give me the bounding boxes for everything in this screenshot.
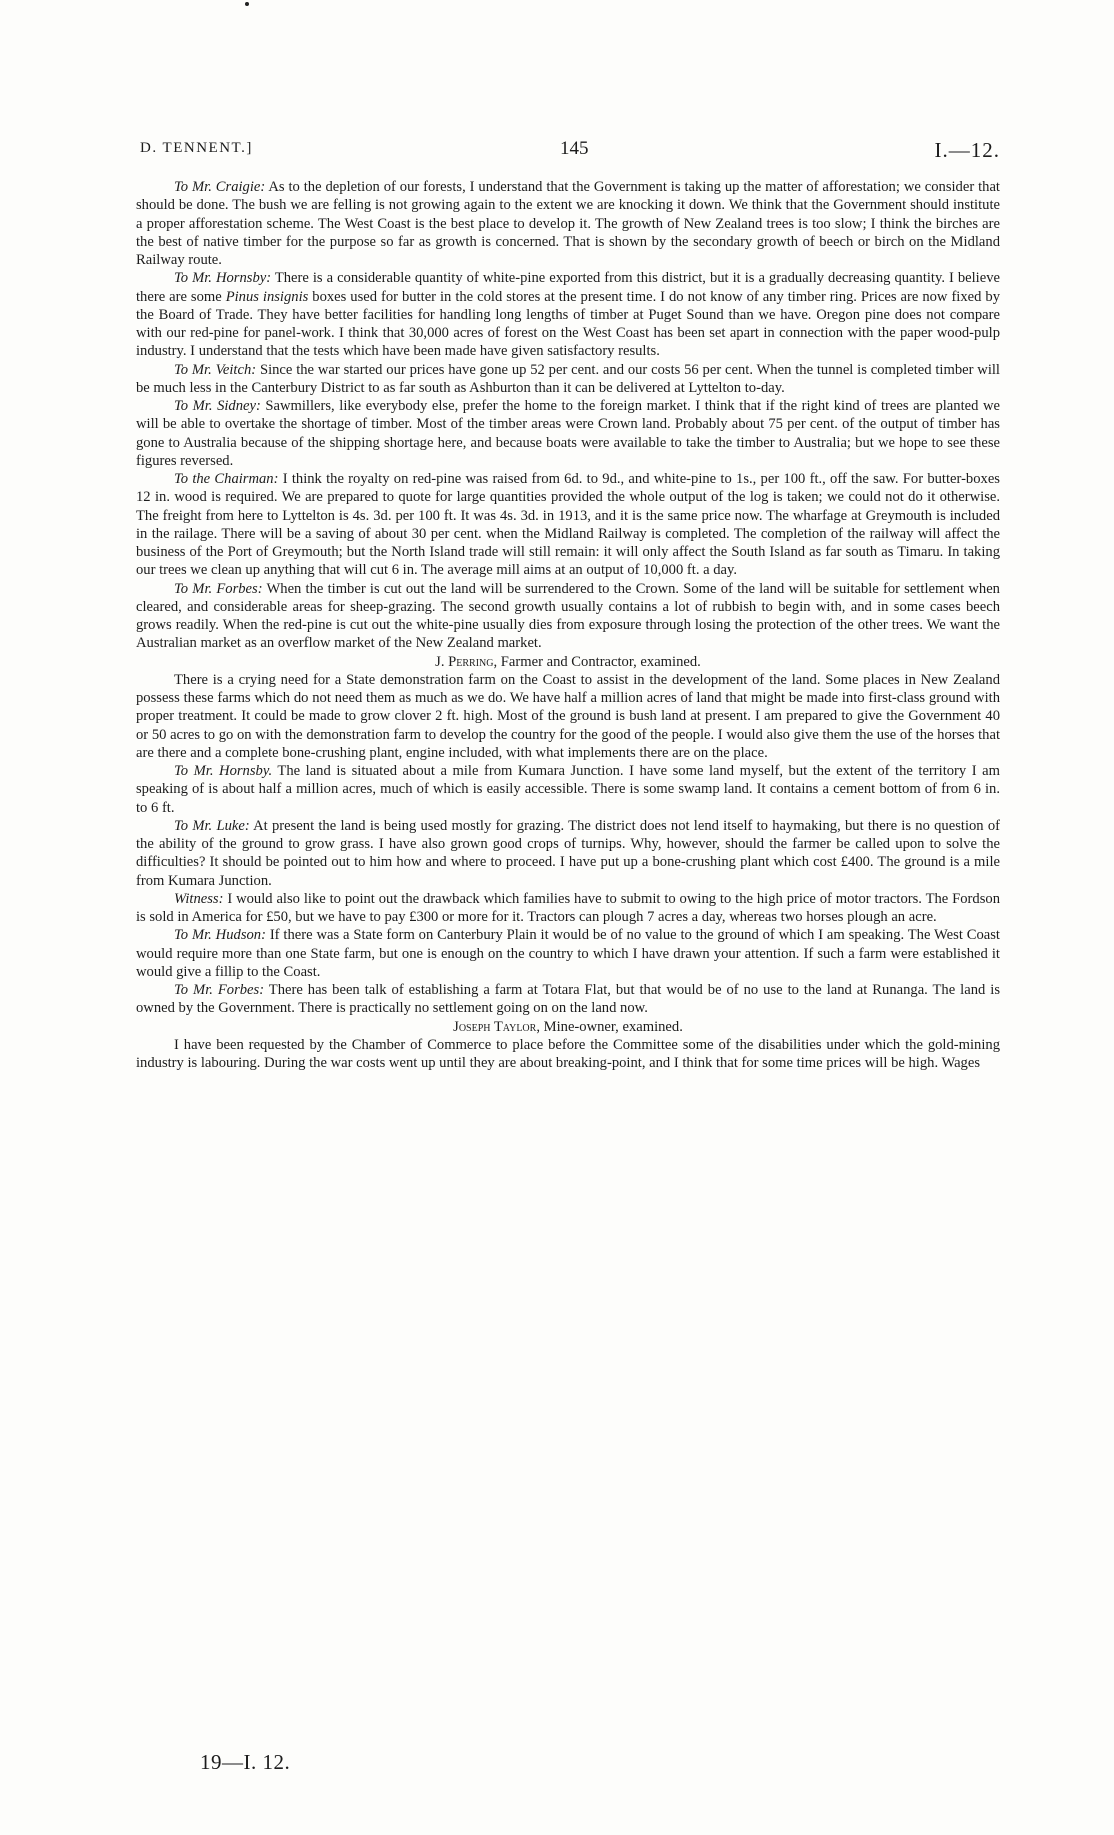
paragraph-text: There has been talk of establishing a farm at Totara Flat, but that would be of no use to the land at Runanga. The land is owned by the Government. There is practically no settlement going on on the land now. [136, 982, 1000, 1017]
paragraph-to-mr-hornsby [136, 269, 1000, 360]
paragraph-to-the-chairman [136, 470, 1000, 580]
signature-mark: 19—I. 12. [200, 1750, 291, 1774]
paragraph-text: Since the war started our prices have gone up 52 per cent. and our costs 56 per cent. When the tunnel is completed timber will be much less in the Canterbury District to as far south as Ashburton than it can be delivered at Lyttelton to-day. [136, 361, 1000, 396]
paragraph-text: When the timber is cut out the land will be surrendered to the Crown. Some of the land will be suitable for settlement when cleared, and considerable areas for sheep-grazing. The second growth usually contains a lot of rubbish to begin with, and in some cases beech grows readily. When the red-pine is cut out the white-pine usually dies from exposure through losing the protection of the other trees. We want the Australian market as an overflow market of the New Zealand market. [136, 580, 1000, 652]
paragraph-to-mr-craigie [136, 178, 1000, 269]
speaker-label: To Mr. Sidney: [174, 398, 261, 414]
paragraph-text: I would also like to point out the drawback which families have to submit to owing to the high price of motor tractors. The Fordson is sold in America for £50, but we have to pay £300 or more for it. Tractors can plough 7 acres a day, whereas two horses plough an acre. [136, 890, 1000, 925]
speaker-label: To Mr. Hornsby. [174, 763, 273, 779]
witness-name: Joseph Taylor [453, 1018, 537, 1035]
speaker-label: To Mr. Forbes: [174, 982, 265, 998]
witness-name: Perring [448, 653, 494, 670]
paragraph-perring-to-mr-luke [136, 817, 1000, 890]
header-paper-reference: I.—12. [934, 138, 1000, 162]
paragraph-perring-to-mr-hudson [136, 926, 1000, 981]
speaker-label: To Mr. Hudson: [174, 927, 266, 944]
speaker-label: To Mr. Luke: [174, 817, 250, 834]
paragraph-to-mr-sidney [136, 397, 1000, 470]
witness-description: , Mine-owner, examined. [536, 1018, 683, 1035]
paragraph-perring-statement [136, 671, 1000, 762]
paragraph-perring-to-mr-forbes [136, 981, 1000, 1018]
paragraph-to-mr-veitch [136, 361, 1000, 398]
paragraph-text: The land is situated about a mile from Kumara Junction. I have some land myself, but the extent of the territory I am speaking of is about half a million acres, much of which is easily accessible. There is some swamp land. It contains a cement bottom of from 6 in. to 6 ft. [136, 763, 1000, 816]
paragraph-text: At present the land is being used mostly for grazing. The district does not lend itself to haymaking, but there is no question of the ability of the ground to grow grass. I have also grown good crops of turnips. Why, however, should the farmer be called upon to solve the difficulties? It should be pointed out to him how and where to proceed. I have put up a bone-crushing plant which cost £400. The ground is a mile from Kumara Junction. [136, 817, 1000, 889]
witness-initial: J. [435, 653, 449, 670]
witness-heading-perring [136, 653, 1000, 671]
paragraph-text: As to the depletion of our forests, I understand that the Government is taking up the matter of afforestation; we consider that should be done. The bush we are felling is not growing again to the extent we are knocking it down. We think that the Government should institute a proper afforestation scheme. The West Coast is the best place to develop it. The growth of New Zealand trees is too slow; I think the birches are the best of native timber for the purpose so far as growth is concerned. That is shown by the secondary growth of beech or birch on the Midland Railway route. [136, 179, 1000, 268]
speaker-label: To the Chairman: [174, 471, 279, 487]
paragraph-text: There is a considerable quantity of white-pine exported from this district, but it is a gradually decreasing quantity. I believe there are some [136, 270, 1000, 305]
paragraph-to-mr-forbes [136, 580, 1000, 653]
paragraph-taylor-statement [136, 1036, 1000, 1073]
paragraph-perring-witness [136, 890, 1000, 927]
speaker-label: To Mr. Craigie: [174, 179, 266, 195]
paragraph-text: Sawmillers, like everybody else, prefer the home to the foreign market. I think that if the right kind of trees are planted we will be able to overtake the shortage of timber. Most of the timber areas were Crown land. Probably about 75 per cent. of the output of timber has gone to Australia because of the shipping shortage here, and because boats were available to take the timber to Australia; but we hope to see these figures reversed. [136, 398, 1000, 469]
witness-heading-taylor [136, 1018, 1000, 1036]
paragraph-text: boxes used for butter in the cold stores at the present time. I do not know of any timber ring. Prices are now fixed by the Board of Trade. They have better facilities for handling long lengths of timber at Puget Sound than we have. Oregon pine does not compare with our red-pine for panel-work. I think that 30,000 acres of forest on the West Coast has been set apart in connection with the paper wood-pulp industry. I understand that the tests which have been made have given satisfactory results. [136, 288, 1000, 360]
speaker-label: To Mr. Hornsby: [174, 270, 272, 287]
paragraph-perring-to-mr-hornsby [136, 762, 1000, 817]
italic-species-name: Pinus insignis [225, 288, 309, 305]
paragraph-text: There is a crying need for a State demonstration farm on the Coast to assist in the development of the land. Some places in New Zealand possess these farms which do not need them as much as we do. We have half a million acres of land that might be made into first-class ground with proper treatment. It could be made to grow clover 2 ft. high. Most of the ground is bush land at present. I am prepared to give the Government 40 or 50 acres to go on with the demonstration farm to develop the country for the good of the people. I would also give them the use of the horses that are there and a complete bone-crushing plant, engine included, with what implements there are on the place. [136, 671, 1000, 761]
speaker-label: To Mr. Veitch: [174, 361, 257, 378]
paragraph-text: I think the royalty on red-pine was raised from 6d. to 9d., and white-pine to 1s., per 100 ft., off the saw. For butter-boxes 12 in. wood is required. We are prepared to quote for large quantities provided the whole output of the log is taken; we could not do it otherwise. The freight from here to Lyttelton is 4s. 3d. per 100 ft. It was 4s. 3d. in 1913, and it is the same price now. The wharfage at Greymouth is included in the railage. There will be a saving of about 30 per cent. when the Midland Railway is completed. The completion of the railway will affect the business of the Port of Greymouth; but the North Island trade will still remain: it will only affect the South Island as far south as Timaru. In taking our trees we clean up anything that will cut 6 in. The average mill aims at an output of 10,000 ft. a day. [136, 471, 1000, 579]
page-header [140, 138, 1000, 162]
header-witness-name: D. TENNENT.] [140, 140, 253, 156]
witness-description: , Farmer and Contractor, examined. [493, 653, 701, 670]
speaker-label: To Mr. Forbes: [174, 580, 263, 597]
paragraph-text: I have been requested by the Chamber of Commerce to place before the Committee some of the disabilities under which the gold-mining industry is labouring. During the war costs went up until they are about breaking-point, and I think that for some time prices will be high. Wages [136, 1036, 1000, 1071]
page-number: 145 [560, 138, 589, 159]
speaker-label: Witness: [174, 890, 224, 907]
paragraph-text: If there was a State form on Canterbury Plain it would be of no value to the ground of which I am speaking. The West Coast would require more than one State farm, but one is enough on the country to which I have drawn your attention. If such a farm were established it would give a fillip to the Coast. [136, 927, 1000, 980]
ink-speck [245, 2, 249, 6]
page-body [136, 178, 1000, 1072]
